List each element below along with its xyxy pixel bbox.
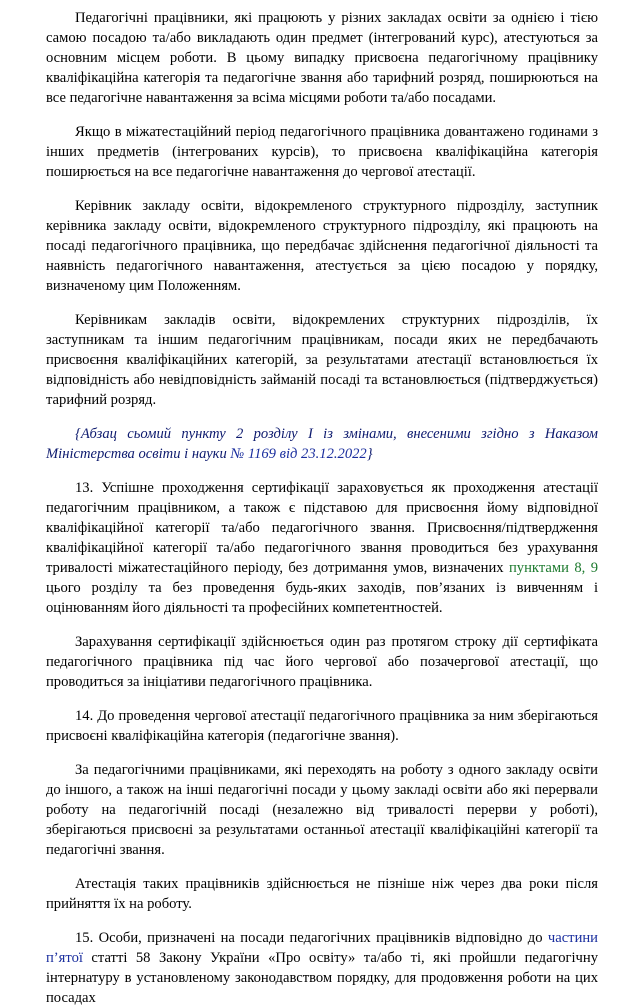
amendment-note-end: } bbox=[366, 446, 373, 462]
paragraph-14-retention: 14. До проведення чергової атестації педагогічного працівника за ним зберігаються присвоєні кваліфікаційна категорія (педагогічне звання). bbox=[46, 708, 598, 744]
paragraph-transfer-retention: За педагогічними працівниками, які переходять на роботу з одного закладу освіти до іншого, а також на інші педагогічні посади у цьому закладі освіти або які перервали роботу на педагогічній посаді (незалежно від тривалості перерви у роботі), зберігаються присвоєні за результатами останньої атестації кваліфікаційні категорії та педагогічні звання. bbox=[46, 762, 598, 858]
paragraph-15-text-end: статті 58 Закону України «Про освіту» та/або ті, які пройшли педагогічну інтернатуру в установленому законодавством порядку, для продовження роботи на цих посадах bbox=[46, 950, 598, 1006]
paragraph-multi-workplace: Педагогічні працівники, які працюють у різних закладах освіти за однією і тією самою посадою та/або викладають один предмет (інтегрований курс), атестуються за основним місцем роботи. В цьому випадку присвоєна педагогічному працівнику кваліфікаційна категорія та педагогічне звання або тарифний розряд, поширюються на все педагогічне навантаження за всіма місцями роботи та/або посадами. bbox=[46, 10, 598, 106]
paragraph-two-years: Атестація таких працівників здійснюється не пізніше ніж через два роки після прийняття їх на роботу. bbox=[46, 876, 598, 912]
paragraph-certification-credit: Зарахування сертифікації здійснюється один раз протягом строку дії сертифіката педагогічного працівника під час його чергової або позачергової атестації, що проводиться за ініціативи педагогічного працівника. bbox=[46, 634, 598, 690]
paragraph-13-text-end: цього розділу та без проведення будь-яких заходів, пов’язаних із вивченням і оцінюванням його діяльності та професійних компетентностей. bbox=[46, 580, 598, 616]
paragraph-15-text: 15. Особи, призначені на посади педагогічних працівників відповідно до bbox=[75, 930, 548, 946]
part-five-link[interactable]: частини п’ятої bbox=[46, 930, 598, 966]
paragraph-extra-subjects: Якщо в міжатестаційний період педагогічного працівника довантажено годинами з інших предметів (інтегрованих курсів), то присвоєна кваліфікаційна категорія поширюється на все педагогічне навантаження до чергової атестації. bbox=[46, 124, 598, 180]
paragraph-13-text: 13. Успішне проходження сертифікації зараховується як проходження атестації педагогічним працівником, а також є підставою для присвоєння йому відповідної кваліфікаційної категорії та/або педагогічного звання. Присвоєння/підтвердження кваліфікаційної категорії та/або педагогічного звання проводиться без урахування тривалості міжатестаційного періоду, без дотримання умов, визначених bbox=[46, 480, 598, 576]
clause-separator: , bbox=[581, 560, 591, 576]
paragraph-heads-compliance: Керівникам закладів освіти, відокремлених структурних підрозділів, їх заступникам та іншим педагогічним працівникам, посади яких не передбачають присвоєння кваліфікаційних категорій, за результатами атестації встановлюється їх відповідність або невідповідність займаній посаді та встановлюється (підтверджується) тарифний розряд. bbox=[46, 312, 598, 408]
clause-8-link[interactable]: пунктами 8 bbox=[509, 560, 582, 576]
amendment-note-text: {Абзац сьомий пункту 2 розділу I із змінами, внесеними згідно з Наказом Міністерства освіти і науки bbox=[46, 426, 598, 462]
order-1169-link[interactable]: № 1169 від 23.12.2022 bbox=[230, 446, 367, 462]
paragraph-head-attestation: Керівник закладу освіти, відокремленого структурного підрозділу, заступник керівника закладу освіти, відокремленого структурного підрозділу, які працюють на посаді педагогічного працівника, що передбачає здійснення педагогічної діяльності та наявність педагогічного навантаження, атестується за цією посадою у порядку, визначеному цим Положенням. bbox=[46, 198, 598, 294]
document-page bbox=[46, 8, 598, 1008]
amendment-note bbox=[46, 424, 598, 464]
paragraph-15-appointees bbox=[46, 928, 598, 1008]
clause-9-link[interactable]: 9 bbox=[590, 560, 598, 576]
paragraph-13-certification bbox=[46, 478, 598, 618]
